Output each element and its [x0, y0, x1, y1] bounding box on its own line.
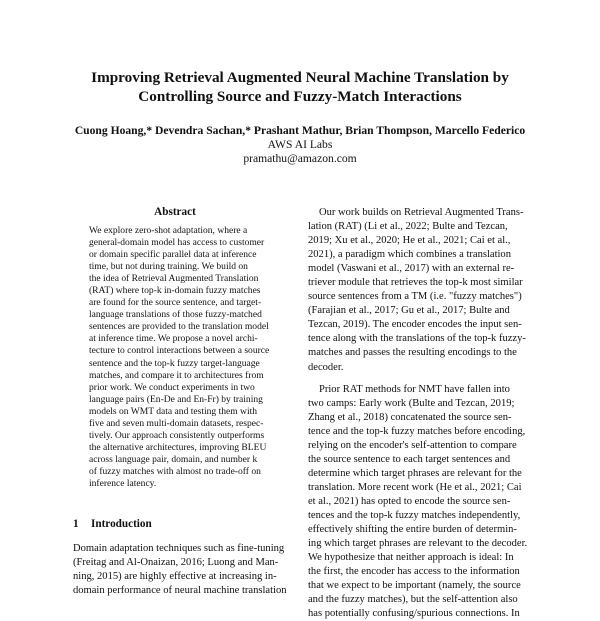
abstract-line: matches, and compare it to architectures from	[89, 369, 264, 381]
body-line: has potentially confusing/spurious connections. In	[308, 608, 520, 620]
body-line: tence along with the translations of the top-k fuzzy-	[308, 333, 526, 345]
abstract-line: tecture to control interactions between a source	[89, 345, 270, 357]
body-line: that we expect to be important (namely, the source	[308, 580, 521, 592]
body-line: Zhang et al., 2018) concatenated the source sen-	[308, 411, 512, 423]
body-line: Prior RAT methods for NMT have fallen into	[319, 383, 510, 395]
body-line: Tezcan, 2019). The encoder encodes the input sen-	[308, 319, 522, 331]
body-line: (Freitag and Al-Onaizan, 2016; Luong and Man-	[73, 557, 279, 569]
body-line: lation (RAT) (Li et al., 2022; Bulte and Tezcan,	[308, 221, 508, 233]
body-line: determine which target phrases are relevant for the	[308, 467, 522, 479]
body-line: Domain adaptation techniques such as fine-tuning	[73, 543, 285, 554]
body-line: (Farajian et al., 2017; Gu et al., 2017; Bulte and	[308, 305, 510, 317]
body-line: ning, 2015) are highly effective at increasing in-	[73, 571, 277, 583]
abstract-line: language pairs (En-De and En-Fr) by training	[89, 393, 263, 405]
affiliation: AWS AI Labs	[267, 138, 333, 151]
abstract-line: (RAT) where top-k in-domain fuzzy matches	[89, 285, 261, 297]
body-line: triever module that retrieves the top-k most similar	[308, 277, 523, 289]
abstract-line: tively. Our approach consistently outperforms	[89, 429, 265, 441]
paper-title	[60, 68, 540, 106]
body-line: tence and the top-k fuzzy matches before encoding,	[308, 425, 526, 437]
body-line: relying on the encoder's self-attention to compare	[308, 439, 517, 451]
section-number: 1	[73, 518, 79, 530]
body-line: and the fuzzy matches), but the self-attention also	[308, 594, 518, 606]
abstract-line: models on WMT data and testing them with	[89, 405, 258, 417]
body-line: source sentences from a TM (i.e. "fuzzy matches")	[308, 291, 522, 303]
abstract-line: inference latency.	[89, 477, 157, 489]
abstract-line: the alternative architectures, improving BLEU	[89, 441, 267, 453]
abstract-line: sentences are provided to the translation model	[89, 321, 269, 333]
abstract-heading: Abstract	[154, 206, 196, 218]
body-line: We hypothesize that neither approach is ideal: In	[308, 552, 514, 564]
paragraph-prior-work	[308, 383, 534, 621]
abstract-line: across language pair, domain, and number k	[89, 453, 258, 465]
paragraph-rat	[308, 206, 534, 375]
body-line: Our work builds on Retrieval Augmented Trans-	[319, 207, 524, 218]
section-title: Introduction	[91, 518, 152, 530]
abstract-line: of fuzzy matches with almost no trade-off on	[89, 465, 261, 477]
body-line: two camps: Early work (Bulte and Tezcan, 2019;	[308, 397, 515, 409]
body-line: the first, the encoder has access to the information	[308, 566, 520, 578]
title-line-2: Controlling Source and Fuzzy-Match Interactions	[138, 88, 462, 105]
body-line: model (Vaswani et al., 2017) with an external re-	[308, 263, 515, 275]
body-line: et al., 2021) has opted to encode the source sen-	[308, 495, 511, 507]
abstract-body	[89, 225, 270, 490]
body-line: decoder.	[308, 361, 344, 373]
body-line: translation. More recent work (He et al., 2021; Cai	[308, 481, 522, 493]
abstract-line: prior work. We conduct experiments in two	[89, 381, 255, 393]
right-column-text	[308, 206, 534, 621]
abstract-line: sentence and the top-k fuzzy target-language	[89, 357, 260, 369]
body-line: 2021), a paradigm which combines a translation	[308, 249, 511, 261]
section-heading	[73, 518, 152, 530]
body-line: the source sentence to each target sentences and	[308, 453, 511, 465]
author-list: Cuong Hoang,* Devendra Sachan,* Prashant Mathur, Brian Thompson, Marcello Federico	[74, 124, 526, 137]
body-line: tences and the top-k fuzzy matches independently,	[308, 509, 521, 521]
abstract-line: language translations of those fuzzy-matched	[89, 309, 262, 321]
title-line-1: Improving Retrieval Augmented Neural Machine Translation by	[91, 69, 509, 86]
contact-email: pramathu@amazon.com	[243, 152, 357, 165]
body-line: ing which target phrases are relevant to the decoder.	[308, 538, 528, 550]
abstract-line: or domain specific parallel data at inference	[89, 249, 257, 261]
introduction-text	[73, 542, 298, 598]
abstract-line: five and seven multi-domain datasets, respec-	[89, 417, 264, 429]
body-line: domain performance of neural machine translation	[73, 585, 287, 597]
body-line: 2019; Xu et al., 2020; He et al., 2021; Cai et al.,	[308, 235, 511, 247]
abstract-line: time, but not during training. We build on	[89, 261, 248, 273]
abstract-line: at inference time. We propose a novel archi-	[89, 333, 258, 345]
abstract-line: are found for the source sentence, and target-	[89, 297, 262, 309]
body-line: matches and passes the resulting encodings to the	[308, 347, 517, 359]
abstract-line: We explore zero-shot adaptation, where a	[89, 225, 248, 236]
body-line: effectively shifting the entire burden of determin-	[308, 524, 517, 536]
abstract-line: general-domain model has access to customer	[89, 237, 265, 249]
abstract-line: the idea of Retrieval Augmented Translation	[89, 273, 259, 285]
